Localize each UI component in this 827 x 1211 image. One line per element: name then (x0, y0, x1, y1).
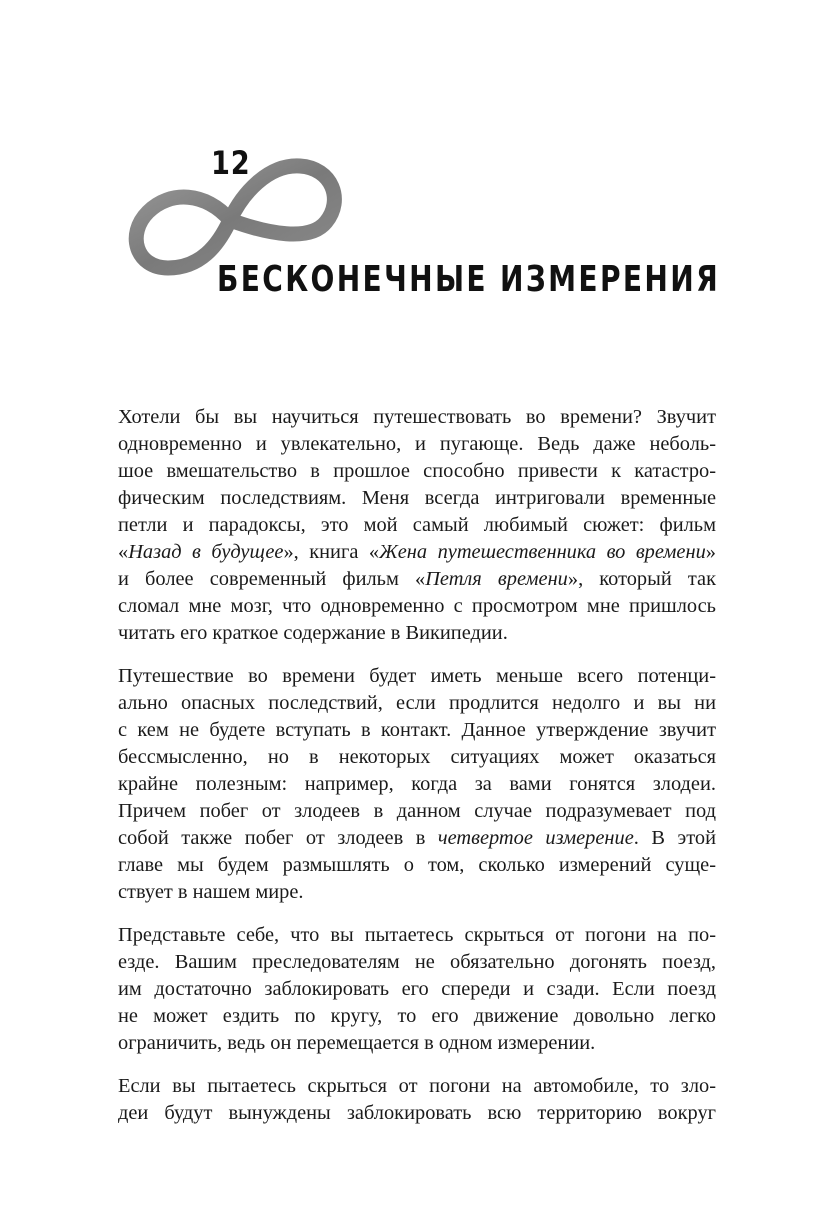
text-segment: читать его краткое содержание в Википедии. (118, 622, 508, 644)
text-line (118, 512, 716, 539)
text-segment: Представьте себе, что вы пытаетесь скрыться от погони на по- (118, 924, 716, 946)
text-segment: ствует в нашем мире. (118, 881, 304, 903)
chapter-number: 12 (211, 144, 251, 182)
text-line (118, 404, 716, 431)
text-segment: не может ездить по кругу, то его движение довольно легко (118, 1005, 716, 1027)
text-line (118, 1030, 716, 1057)
text-line (118, 593, 716, 620)
text-line (118, 431, 716, 458)
body-text (118, 404, 716, 1143)
text-segment: » (705, 541, 716, 563)
text-segment: « (118, 541, 129, 563)
italic-title: Назад в будущее (128, 541, 284, 563)
chapter-title: БЕСКОНЕЧНЫЕ ИЗМЕРЕНИЯ (217, 259, 721, 300)
text-segment: », книга « (283, 541, 380, 563)
text-segment: », который так (567, 568, 716, 590)
text-segment: шое вмешательство в прошлое способно привести к катастро- (118, 460, 716, 482)
paragraph (118, 1073, 716, 1127)
text-line (118, 922, 716, 949)
text-line (118, 566, 716, 593)
text-segment: и более современный фильм « (118, 568, 426, 590)
text-line (118, 825, 716, 852)
text-line (118, 663, 716, 690)
text-line (118, 690, 716, 717)
paragraph (118, 922, 716, 1057)
text-segment: крайне полезным: например, когда за вами гонятся злодеи. (118, 773, 716, 795)
text-line (118, 485, 716, 512)
text-line (118, 717, 716, 744)
text-line (118, 620, 716, 647)
text-segment: одновременно и увлекательно, и пугающе. Ведь даже неболь- (118, 433, 716, 455)
text-line (118, 1100, 716, 1127)
text-segment: с кем не будете вступать в контакт. Данное утверждение звучит (118, 719, 716, 741)
text-segment: собой также побег от злодеев в (118, 827, 438, 849)
text-line (118, 852, 716, 879)
text-segment: Путешествие во времени будет иметь меньше всего потенци- (118, 665, 716, 687)
text-line (118, 798, 716, 825)
text-segment: фическим последствиям. Меня всегда интриговали временные (118, 487, 716, 509)
text-line (118, 539, 716, 566)
text-line (118, 1073, 716, 1100)
text-segment: деи будут вынуждены заблокировать всю территорию вокруг (118, 1102, 716, 1124)
text-segment: . В этой (633, 827, 716, 849)
text-segment: езде. Вашим преследователям не обязательно догонять поезд, (118, 951, 716, 973)
text-line (118, 976, 716, 1003)
italic-title: Петля времени (425, 568, 568, 590)
paragraph (118, 663, 716, 906)
text-line (118, 771, 716, 798)
text-segment: главе мы будем размышлять о том, сколько измерений суще- (118, 854, 716, 876)
text-segment: Причем побег от злодеев в данном случае подразумевает под (118, 800, 716, 822)
text-line (118, 458, 716, 485)
text-segment: им достаточно заблокировать его спереди и сзади. Если поезд (118, 978, 716, 1000)
text-segment: Хотели бы вы научиться путешествовать во времени? Звучит (118, 406, 716, 428)
text-segment: сломал мне мозг, что одновременно с просмотром мне пришлось (118, 595, 716, 617)
text-segment: Если вы пытаетесь скрыться от погони на автомобиле, то зло- (118, 1075, 716, 1097)
italic-title: четвертое измерение (437, 827, 634, 849)
italic-title: Жена путешественника во времени (379, 541, 706, 563)
text-segment: петли и парадоксы, это мой самый любимый сюжет: фильм (118, 514, 716, 536)
text-line (118, 879, 716, 906)
text-segment: ально опасных последствий, если продлится недолго и вы ни (118, 692, 716, 714)
text-segment: ограничить, ведь он перемещается в одном измерении. (118, 1032, 596, 1054)
paragraph (118, 404, 716, 647)
text-line (118, 1003, 716, 1030)
text-line (118, 744, 716, 771)
text-line (118, 949, 716, 976)
text-segment: бессмысленно, но в некоторых ситуациях может оказаться (118, 746, 716, 768)
